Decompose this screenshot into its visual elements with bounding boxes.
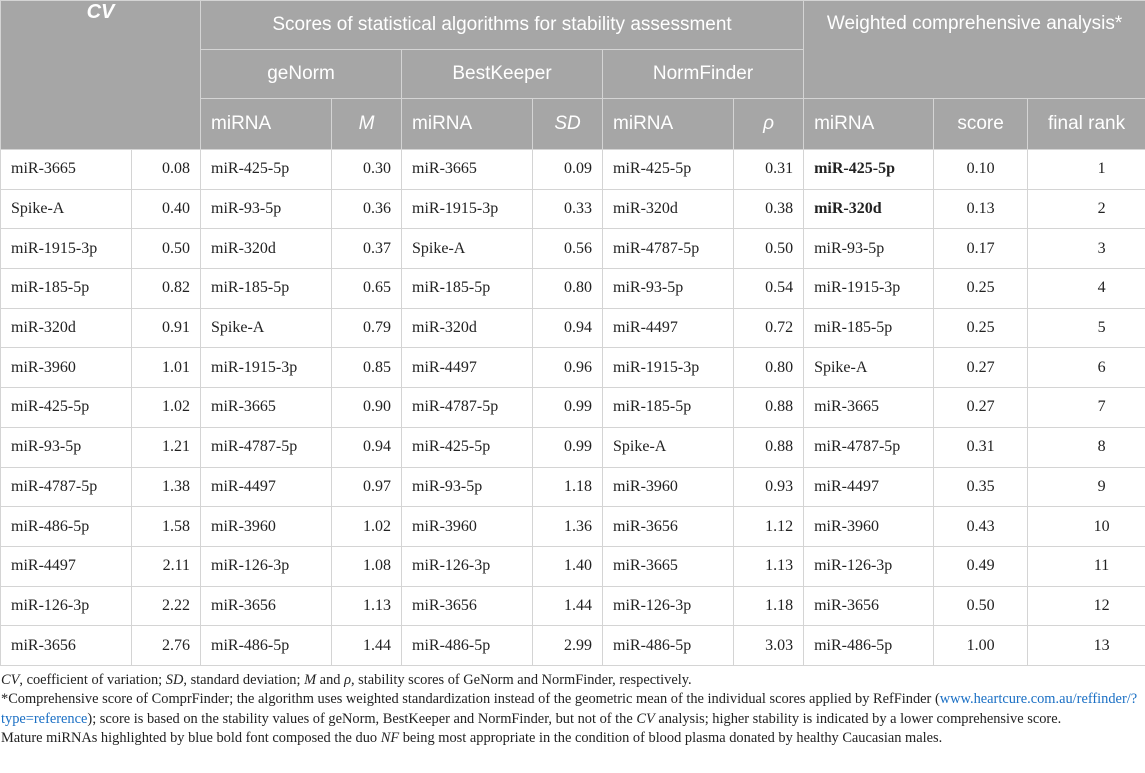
normfinder-rho-cell: 0.93: [734, 467, 804, 507]
normfinder-mirna-cell: miR-93-5p: [603, 269, 734, 309]
table-footnotes: [0, 671, 1139, 748]
normfinder-mirna-cell: miR-3665: [603, 546, 734, 586]
cv-mirna-cell: miR-3665: [1, 150, 132, 190]
header-final-rank: final rank: [1028, 99, 1145, 150]
normfinder-rho-cell: 0.88: [734, 427, 804, 467]
normfinder-rho-cell: 0.88: [734, 388, 804, 428]
weighted-score-cell: 0.25: [934, 269, 1028, 309]
table-row: [1, 546, 1145, 586]
weighted-score-cell: 0.25: [934, 308, 1028, 348]
cv-value-cell: 0.40: [132, 189, 201, 229]
genorm-mirna-cell: miR-4787-5p: [201, 427, 332, 467]
final-rank-cell: 4: [1028, 269, 1145, 309]
table-row: [1, 269, 1145, 309]
weighted-mirna-cell: miR-320d: [804, 189, 934, 229]
cv-value-cell: 1.02: [132, 388, 201, 428]
cv-mirna-cell: miR-425-5p: [1, 388, 132, 428]
genorm-m-cell: 0.65: [332, 269, 402, 309]
weighted-score-cell: 0.27: [934, 388, 1028, 428]
header-normfinder-rho: ρ: [734, 99, 804, 150]
weighted-mirna-cell: miR-4497: [804, 467, 934, 507]
weighted-mirna-cell: miR-185-5p: [804, 308, 934, 348]
bestkeeper-mirna-cell: miR-320d: [402, 308, 533, 348]
genorm-m-cell: 0.90: [332, 388, 402, 428]
normfinder-mirna-cell: miR-486-5p: [603, 626, 734, 666]
cv-value-cell: 0.08: [132, 150, 201, 190]
weighted-score-cell: 0.13: [934, 189, 1028, 229]
table-row: [1, 189, 1145, 229]
cv-value-cell: 2.76: [132, 626, 201, 666]
normfinder-rho-cell: 1.12: [734, 507, 804, 547]
genorm-mirna-cell: miR-3960: [201, 507, 332, 547]
bestkeeper-sd-cell: 1.40: [533, 546, 603, 586]
genorm-m-cell: 1.13: [332, 586, 402, 626]
genorm-m-cell: 1.44: [332, 626, 402, 666]
weighted-mirna-cell: Spike-A: [804, 348, 934, 388]
final-rank-cell: 13: [1028, 626, 1145, 666]
cv-value-cell: 1.58: [132, 507, 201, 547]
normfinder-rho-cell: 0.38: [734, 189, 804, 229]
header-scores-group: Scores of statistical algorithms for stability assessment: [201, 1, 804, 50]
weighted-score-cell: 0.27: [934, 348, 1028, 388]
genorm-mirna-cell: miR-486-5p: [201, 626, 332, 666]
header-normfinder: NormFinder: [603, 50, 804, 99]
weighted-mirna-cell: miR-126-3p: [804, 546, 934, 586]
normfinder-rho-cell: 0.80: [734, 348, 804, 388]
footnote-comprehensive-score: *Comprehensive score of ComprFinder; the algorithm uses weighted standardization instead of the geometric mean of the individual scores applied by RefFinder (www.heartcure.com.au/reffinder/?type=reference); score is based on the stability values of geNorm, BestKeeper and NormFinder, but not of the CV analysis; higher stability is indicated by a lower comprehensive score.: [1, 691, 1138, 727]
final-rank-cell: 7: [1028, 388, 1145, 428]
normfinder-mirna-cell: miR-4497: [603, 308, 734, 348]
bestkeeper-mirna-cell: miR-3665: [402, 150, 533, 190]
weighted-mirna-cell: miR-1915-3p: [804, 269, 934, 309]
header-normfinder-mirna: miRNA: [603, 99, 734, 150]
weighted-mirna-cell: miR-486-5p: [804, 626, 934, 666]
header-weighted-mirna: miRNA: [804, 99, 934, 150]
table-row: [1, 586, 1145, 626]
bestkeeper-sd-cell: 0.99: [533, 388, 603, 428]
bestkeeper-sd-cell: 1.36: [533, 507, 603, 547]
genorm-mirna-cell: miR-1915-3p: [201, 348, 332, 388]
cv-mirna-cell: miR-4787-5p: [1, 467, 132, 507]
normfinder-mirna-cell: miR-320d: [603, 189, 734, 229]
final-rank-cell: 6: [1028, 348, 1145, 388]
weighted-mirna-cell: miR-4787-5p: [804, 427, 934, 467]
normfinder-mirna-cell: miR-3960: [603, 467, 734, 507]
final-rank-cell: 8: [1028, 427, 1145, 467]
header-weighted-group: Weighted comprehensive analysis*: [804, 1, 1145, 99]
cv-value-cell: 0.82: [132, 269, 201, 309]
genorm-mirna-cell: miR-185-5p: [201, 269, 332, 309]
table-row: [1, 150, 1145, 190]
bestkeeper-mirna-cell: miR-4497: [402, 348, 533, 388]
genorm-mirna-cell: miR-93-5p: [201, 189, 332, 229]
normfinder-rho-cell: 0.54: [734, 269, 804, 309]
cv-value-cell: 1.01: [132, 348, 201, 388]
bestkeeper-mirna-cell: miR-93-5p: [402, 467, 533, 507]
genorm-mirna-cell: Spike-A: [201, 308, 332, 348]
cv-mirna-cell: miR-93-5p: [1, 427, 132, 467]
bestkeeper-mirna-cell: miR-4787-5p: [402, 388, 533, 428]
genorm-mirna-cell: miR-3656: [201, 586, 332, 626]
bestkeeper-mirna-cell: miR-425-5p: [402, 427, 533, 467]
bestkeeper-mirna-cell: miR-3656: [402, 586, 533, 626]
bestkeeper-mirna-cell: miR-486-5p: [402, 626, 533, 666]
cv-value-cell: 2.11: [132, 546, 201, 586]
normfinder-mirna-cell: miR-1915-3p: [603, 348, 734, 388]
bestkeeper-sd-cell: 0.09: [533, 150, 603, 190]
header-bestkeeper-mirna: miRNA: [402, 99, 533, 150]
final-rank-cell: 11: [1028, 546, 1145, 586]
header-bestkeeper-sd: SD: [533, 99, 603, 150]
weighted-score-cell: 0.17: [934, 229, 1028, 269]
genorm-m-cell: 0.97: [332, 467, 402, 507]
table-row: [1, 308, 1145, 348]
table-row: [1, 229, 1145, 269]
bestkeeper-mirna-cell: miR-1915-3p: [402, 189, 533, 229]
weighted-score-cell: 0.50: [934, 586, 1028, 626]
cv-mirna-cell: miR-4497: [1, 546, 132, 586]
cv-mirna-cell: miR-3656: [1, 626, 132, 666]
cv-mirna-cell: Spike-A: [1, 189, 132, 229]
normfinder-rho-cell: 3.03: [734, 626, 804, 666]
bestkeeper-mirna-cell: miR-126-3p: [402, 546, 533, 586]
genorm-m-cell: 0.30: [332, 150, 402, 190]
normfinder-rho-cell: 1.18: [734, 586, 804, 626]
normfinder-mirna-cell: Spike-A: [603, 427, 734, 467]
genorm-m-cell: 0.37: [332, 229, 402, 269]
genorm-mirna-cell: miR-425-5p: [201, 150, 332, 190]
final-rank-cell: 10: [1028, 507, 1145, 547]
weighted-score-cell: 1.00: [934, 626, 1028, 666]
table-row: [1, 388, 1145, 428]
weighted-score-cell: 0.49: [934, 546, 1028, 586]
header-genorm-mirna: miRNA: [201, 99, 332, 150]
footnote-abbreviations: CV, coefficient of variation; SD, standard deviation; M and ρ, stability scores of GeNorm and NormFinder, respectively.: [1, 672, 692, 688]
cv-value-cell: 1.21: [132, 427, 201, 467]
table-row: [1, 427, 1145, 467]
cv-mirna-cell: miR-1915-3p: [1, 229, 132, 269]
genorm-m-cell: 0.94: [332, 427, 402, 467]
bestkeeper-sd-cell: 0.56: [533, 229, 603, 269]
bestkeeper-mirna-cell: miR-3960: [402, 507, 533, 547]
bestkeeper-sd-cell: 0.94: [533, 308, 603, 348]
cv-value-cell: 0.50: [132, 229, 201, 269]
normfinder-rho-cell: 0.50: [734, 229, 804, 269]
genorm-mirna-cell: miR-4497: [201, 467, 332, 507]
header-bestkeeper: BestKeeper: [402, 50, 603, 99]
normfinder-mirna-cell: miR-126-3p: [603, 586, 734, 626]
weighted-mirna-cell: miR-3656: [804, 586, 934, 626]
table-row: [1, 507, 1145, 547]
bestkeeper-mirna-cell: Spike-A: [402, 229, 533, 269]
final-rank-cell: 2: [1028, 189, 1145, 229]
cv-value-cell: 1.38: [132, 467, 201, 507]
reffinder-link[interactable]: www.heartcure.com.au/reffinder/?type=reference: [1, 691, 1138, 727]
header-cv: CV: [1, 1, 201, 150]
normfinder-mirna-cell: miR-3656: [603, 507, 734, 547]
cv-mirna-cell: miR-3960: [1, 348, 132, 388]
weighted-mirna-cell: miR-425-5p: [804, 150, 934, 190]
normfinder-mirna-cell: miR-185-5p: [603, 388, 734, 428]
bestkeeper-sd-cell: 0.80: [533, 269, 603, 309]
genorm-m-cell: 0.36: [332, 189, 402, 229]
weighted-mirna-cell: miR-3960: [804, 507, 934, 547]
bestkeeper-sd-cell: 0.96: [533, 348, 603, 388]
final-rank-cell: 12: [1028, 586, 1145, 626]
header-genorm: geNorm: [201, 50, 402, 99]
bestkeeper-mirna-cell: miR-185-5p: [402, 269, 533, 309]
genorm-mirna-cell: miR-320d: [201, 229, 332, 269]
bestkeeper-sd-cell: 0.33: [533, 189, 603, 229]
weighted-score-cell: 0.31: [934, 427, 1028, 467]
cv-mirna-cell: miR-320d: [1, 308, 132, 348]
normfinder-mirna-cell: miR-4787-5p: [603, 229, 734, 269]
header-weighted-score: score: [934, 99, 1028, 150]
bestkeeper-sd-cell: 1.44: [533, 586, 603, 626]
bestkeeper-sd-cell: 2.99: [533, 626, 603, 666]
table-row: [1, 467, 1145, 507]
genorm-m-cell: 0.85: [332, 348, 402, 388]
bestkeeper-sd-cell: 0.99: [533, 427, 603, 467]
weighted-score-cell: 0.10: [934, 150, 1028, 190]
genorm-m-cell: 0.79: [332, 308, 402, 348]
genorm-m-cell: 1.08: [332, 546, 402, 586]
final-rank-cell: 3: [1028, 229, 1145, 269]
final-rank-cell: 5: [1028, 308, 1145, 348]
normfinder-rho-cell: 0.31: [734, 150, 804, 190]
weighted-mirna-cell: miR-93-5p: [804, 229, 934, 269]
normfinder-rho-cell: 1.13: [734, 546, 804, 586]
genorm-mirna-cell: miR-3665: [201, 388, 332, 428]
weighted-score-cell: 0.35: [934, 467, 1028, 507]
genorm-m-cell: 1.02: [332, 507, 402, 547]
normfinder-mirna-cell: miR-425-5p: [603, 150, 734, 190]
table-row: [1, 348, 1145, 388]
final-rank-cell: 1: [1028, 150, 1145, 190]
bestkeeper-sd-cell: 1.18: [533, 467, 603, 507]
weighted-score-cell: 0.43: [934, 507, 1028, 547]
final-rank-cell: 9: [1028, 467, 1145, 507]
cv-mirna-cell: miR-486-5p: [1, 507, 132, 547]
weighted-mirna-cell: miR-3665: [804, 388, 934, 428]
footnote-highlight: Mature miRNAs highlighted by blue bold font composed the duo NF being most appropriate in the condition of blood plasma donated by healthy Caucasian males.: [1, 729, 943, 746]
header-genorm-m: M: [332, 99, 402, 150]
genorm-mirna-cell: miR-126-3p: [201, 546, 332, 586]
cv-value-cell: 0.91: [132, 308, 201, 348]
cv-value-cell: 2.22: [132, 586, 201, 626]
cv-mirna-cell: miR-126-3p: [1, 586, 132, 626]
normfinder-rho-cell: 0.72: [734, 308, 804, 348]
table-row: [1, 626, 1145, 666]
cv-mirna-cell: miR-185-5p: [1, 269, 132, 309]
